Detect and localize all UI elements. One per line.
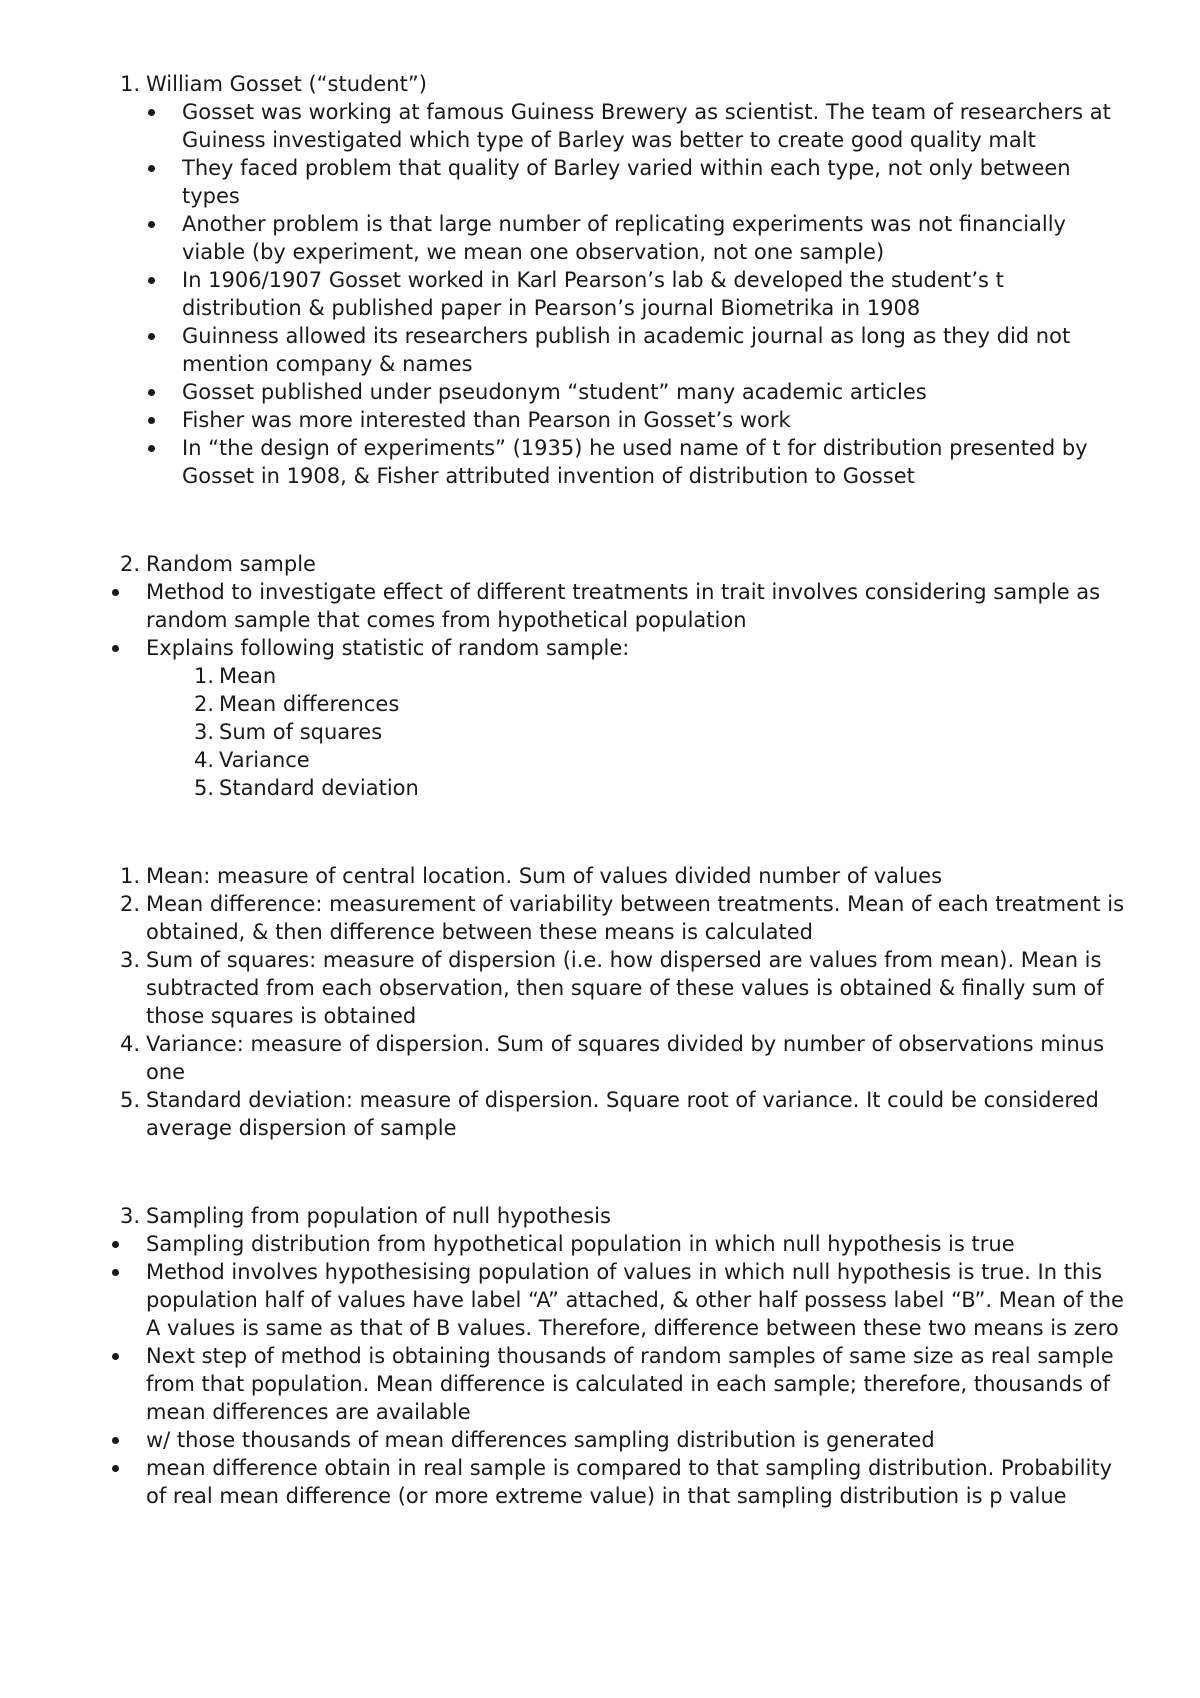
section-3-heading xyxy=(110,1202,1130,1230)
sublist-item: 1 . Mean xyxy=(110,662,1130,690)
bullet-icon xyxy=(148,221,155,228)
definition-item: 5 . Standard deviation: measure of dispersion. Square root of variance. It could be considered average dispersion of sample xyxy=(110,1086,1130,1142)
bullet-icon xyxy=(148,417,155,424)
list-item: Guinness allowed its researchers publish in academic journal as long as they did not mention company & names xyxy=(110,322,1130,378)
spacer xyxy=(110,1142,1130,1202)
list-item: Explains following statistic of random sample: xyxy=(110,634,1130,662)
section-title: Random sample xyxy=(146,552,316,576)
section-title: Sampling from population of null hypothesis xyxy=(146,1204,611,1228)
definition-item: 1 . Mean: measure of central location. Sum of values divided number of values xyxy=(110,862,1130,890)
sublist-item: 3 . Sum of squares xyxy=(110,718,1130,746)
spacer xyxy=(110,490,1130,550)
spacer xyxy=(110,802,1130,862)
section-2-heading xyxy=(110,550,1130,578)
list-item: Next step of method is obtaining thousands of random samples of same size as real sample from that population. Mean difference is calculated in each sample; therefore, thousands of mean differences are available xyxy=(110,1342,1130,1426)
bullet-icon xyxy=(112,1269,119,1276)
bullet-icon xyxy=(112,645,119,652)
bullet-icon xyxy=(112,1241,119,1248)
list-item: w/ those thousands of mean differences sampling distribution is generated xyxy=(110,1426,1130,1454)
bullet-icon xyxy=(112,1437,119,1444)
list-item: Method to investigate effect of different treatments in trait involves considering sample as random sample that comes from hypothetical population xyxy=(110,578,1130,634)
list-item: Another problem is that large number of replicating experiments was not financially viable (by experiment, we mean one observation, not one sample) xyxy=(110,210,1130,266)
list-item: They faced problem that quality of Barley varied within each type, not only between types xyxy=(110,154,1130,210)
bullet-icon xyxy=(148,277,155,284)
bullet-icon xyxy=(148,445,155,452)
list-item: In 1906/1907 Gosset worked in Karl Pearson’s lab & developed the student’s t distribution & published paper in Pearson’s journal Biometrika in 1908 xyxy=(110,266,1130,322)
section-1-heading xyxy=(110,70,1130,98)
sublist-item: 4 . Variance xyxy=(110,746,1130,774)
bullet-icon xyxy=(148,109,155,116)
section-number: 3 . xyxy=(110,1202,140,1230)
definition-item: 2 . Mean difference: measurement of variability between treatments. Mean of each treatment is obtained, & then difference between these means is calculated xyxy=(110,890,1130,946)
bullet-icon xyxy=(148,389,155,396)
list-item: mean difference obtain in real sample is compared to that sampling distribution. Probability of real mean difference (or more extreme value) in that sampling distribution is p value xyxy=(110,1454,1130,1510)
list-item: Fisher was more interested than Pearson in Gosset’s work xyxy=(110,406,1130,434)
sublist-item: 5 . Standard deviation xyxy=(110,774,1130,802)
bullet-icon xyxy=(148,165,155,172)
list-item: In “the design of experiments” (1935) he used name of t for distribution presented by Gosset in 1908, & Fisher attributed invention of distribution to Gosset xyxy=(110,434,1130,490)
list-item: Gosset was working at famous Guiness Brewery as scientist. The team of researchers at Guiness investigated which type of Barley was better to create good quality malt xyxy=(110,98,1130,154)
bullet-icon xyxy=(112,1353,119,1360)
definition-item: 3 . Sum of squares: measure of dispersion (i.e. how dispersed are values from mean). Mean is subtracted from each observation, then square of these values is obtained & finally sum of those squares is obtained xyxy=(110,946,1130,1030)
sublist-item: 2 . Mean differences xyxy=(110,690,1130,718)
bullet-icon xyxy=(112,589,119,596)
bullet-icon xyxy=(148,333,155,340)
section-number: 1 . xyxy=(110,70,140,98)
definition-item: 4 . Variance: measure of dispersion. Sum of squares divided by number of observations minus one xyxy=(110,1030,1130,1086)
list-item: Sampling distribution from hypothetical population in which null hypothesis is true xyxy=(110,1230,1130,1258)
list-item: Gosset published under pseudonym “student” many academic articles xyxy=(110,378,1130,406)
section-title: William Gosset (“student”) xyxy=(146,72,427,96)
document-page xyxy=(110,70,1130,1510)
bullet-icon xyxy=(112,1465,119,1472)
list-item: Method involves hypothesising population of values in which null hypothesis is true. In this population half of values have label “A” attached, & other half possess label “B”. Mean of the A values is same as that of B values. Therefore, difference between these two means is zero xyxy=(110,1258,1130,1342)
section-number: 2 . xyxy=(110,550,140,578)
